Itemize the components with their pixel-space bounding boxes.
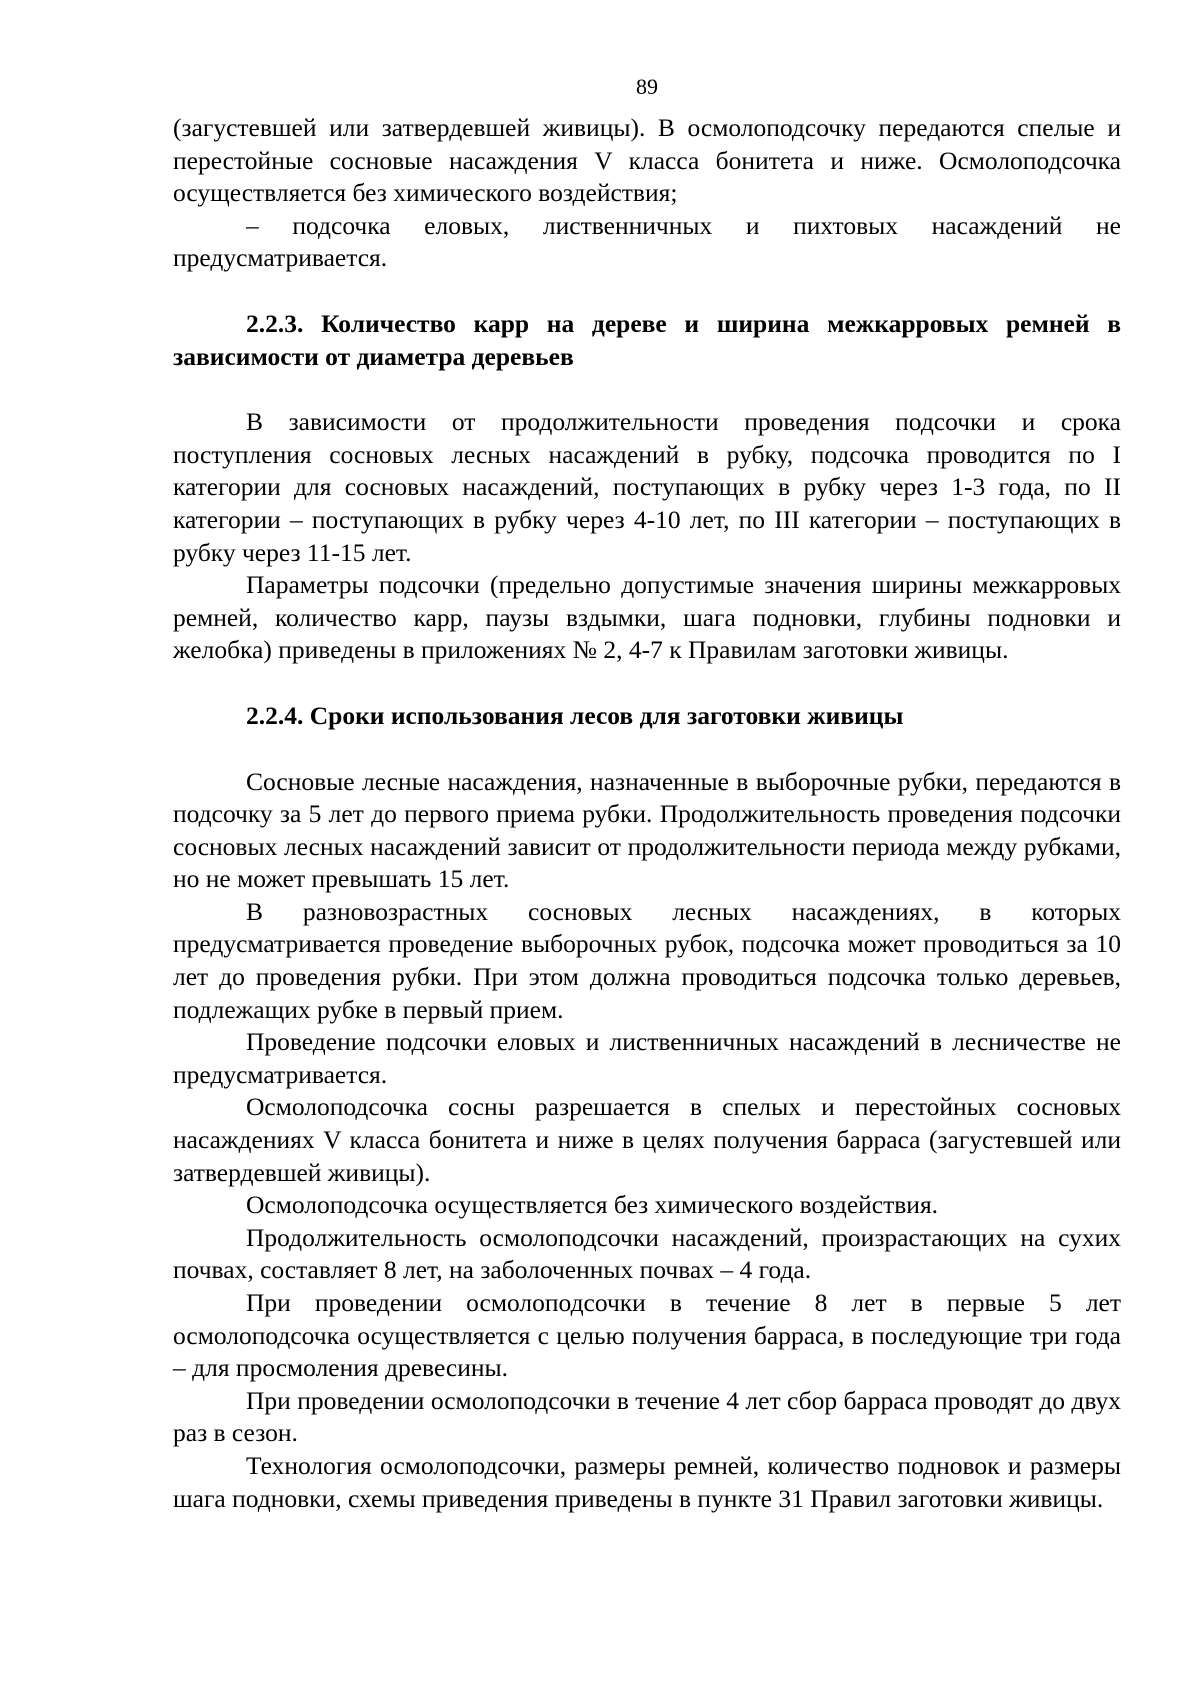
section-2-2-3-heading: 2.2.3. Количество карр на дереве и ширина межкарровых ремней в зависимости от диаметра деревьев xyxy=(173,308,1121,371)
section-2-2-4-paragraph-5: Осмолоподсочка осуществляется без химического воздействия. xyxy=(246,1190,939,1220)
section-2-2-4-paragraph-1: Сосновые лесные насаждения, назначенные в выборочные рубки, передаются в подсочку за 5 лет до первого приема рубки. Продолжительность проведения подсочки сосновых лесных насаждений зависит от продолжительности периода между рубками, но не может превышать 15 лет. xyxy=(173,766,1121,894)
section-2-2-3-paragraph-1: В зависимости от продолжительности проведения подсочки и срока поступления сосновых лесных насаждений в рубку, подсочка проводится по I категории для сосновых насаждений, поступающих в рубку через 1-3 года, по II категории – поступающих в рубку через 4-10 лет, по III категории – поступающих в рубку через 11-15 лет. xyxy=(173,407,1121,567)
section-2-2-4-paragraph-3: Проведение подсочки еловых и лиственничных насаждений в лесничестве не предусматривается. xyxy=(173,1027,1121,1089)
page-content xyxy=(173,112,1121,1515)
section-2-2-3-paragraph-2: Параметры подсочки (предельно допустимые значения ширины межкарровых ремней, количество карр, паузы вздымки, шага подновки, глубины подновки и желобка) приведены в приложениях № 2, 4-7 к Правилам заготовки живицы. xyxy=(173,570,1121,665)
section-2-2-4-body xyxy=(173,766,1121,1516)
section-2-2-4-paragraph-7: При проведении осмолоподсочки в течение 8 лет в первые 5 лет осмолоподсочка осуществляется с целью получения барраса, в последующие три года – для просмоления древесины. xyxy=(173,1288,1121,1383)
section-2-2-4-paragraph-2: В разновозрастных сосновых лесных насаждениях, в которых предусматривается проведение выборочных рубок, подсочка может проводиться за 10 лет до проведения рубки. При этом должна проводиться подсочка только деревьев, подлежащих рубке в первый прием. xyxy=(173,896,1121,1024)
page-number: 89 xyxy=(636,74,658,99)
section-2-2-4-heading: 2.2.4. Сроки использования лесов для заготовки живицы xyxy=(246,700,904,730)
section-2-2-4-paragraph-8: При проведении осмолоподсочки в течение 4 лет сбор барраса проводят до двух раз в сезон. xyxy=(173,1385,1121,1448)
section-2-2-4-paragraph-6: Продолжительность осмолоподсочки насаждений, произрастающих на сухих почвах, составляет 8 лет, на заболоченных почвах – 4 года. xyxy=(173,1222,1121,1285)
section-2-2-3-body xyxy=(173,406,1121,667)
intro-paragraph-1: (загустевшей или затвердевшей живицы). В осмолоподсочку передаются спелые и перестойные сосновые насаждения V класса бонитета и ниже. Осмолоподсочка осуществляется без химического воздействия; xyxy=(173,113,1121,208)
section-2-2-4-paragraph-9: Технология осмолоподсочки, размеры ремней, количество подновок и размеры шага подновки, схемы приведения приведены в пункте 31 Правил заготовки живицы. xyxy=(173,1450,1121,1513)
section-2-2-4-paragraph-4: Осмолоподсочка сосны разрешается в спелых и перестойных сосновых насаждениях V класса бонитета и ниже в целях получения барраса (загустевшей или затвердевшей живицы). xyxy=(173,1092,1121,1187)
intro-paragraph-2: – подсочка еловых, лиственничных и пихтовых насаждений не предусматривается. xyxy=(173,210,1121,273)
